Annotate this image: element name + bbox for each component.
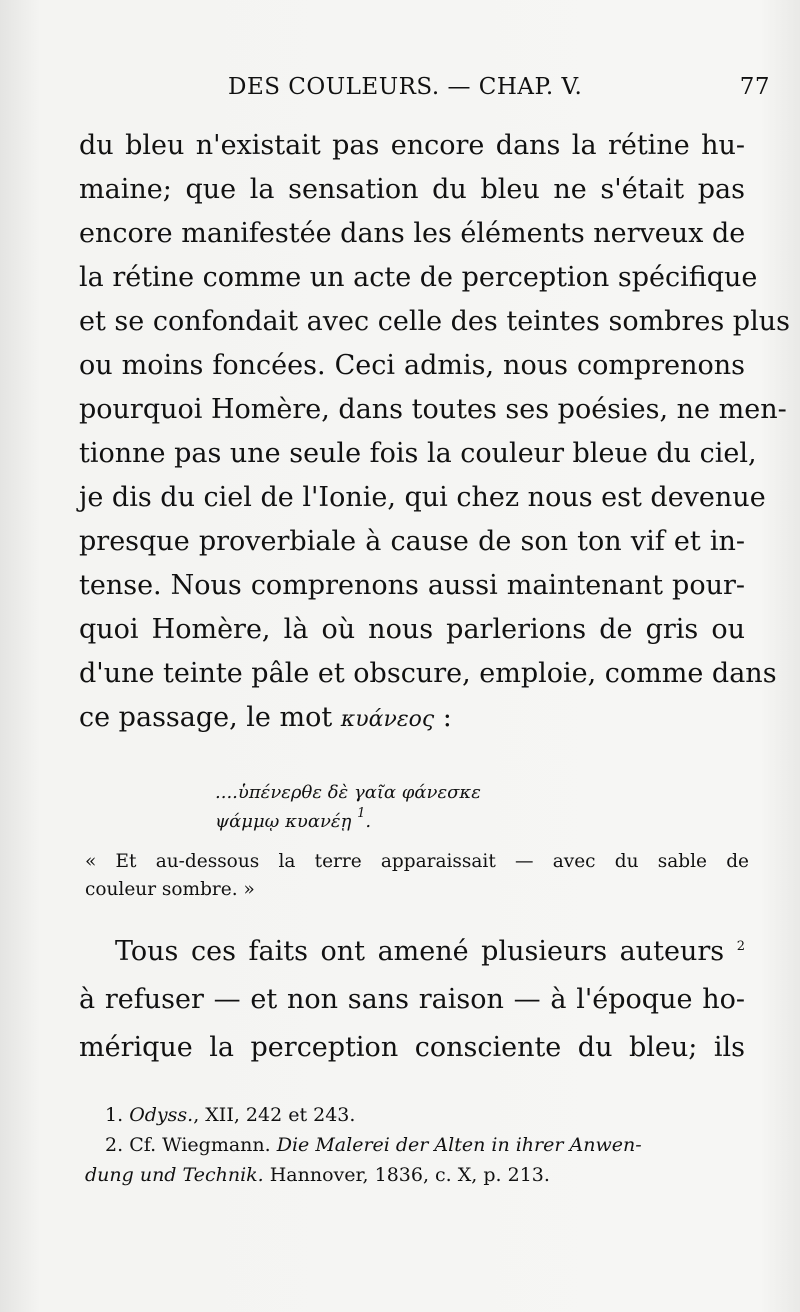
greek-word: κυάνεος (340, 707, 435, 732)
verse-line-2-end: . (365, 811, 372, 832)
footnote-1 (85, 1100, 749, 1130)
text-line: pourquoi Homère, dans toutes ses poésies, ne men- (79, 394, 787, 425)
greek-verse (215, 778, 481, 836)
footnote-2-title-b: dung und Technik. (85, 1164, 264, 1186)
main-paragraph (79, 124, 790, 742)
last-line-suffix: : (434, 702, 452, 733)
text-line-last (79, 696, 745, 742)
footnote-ref-2: 2 (736, 939, 745, 954)
footnote-2-rest: Hannover, 1836, c. X, p. 213. (263, 1164, 550, 1186)
text-line: encore manifestée dans les éléments nerveux de (79, 218, 746, 249)
text-line: presque proverbiale à cause de son ton vif et in- (79, 526, 745, 557)
footnote-2-title-a: Die Malerei der Alten in ihrer Anwen- (276, 1134, 642, 1156)
footnote-2-cont (85, 1160, 749, 1190)
footnote-1-number: 1. (105, 1104, 124, 1126)
footnotes (85, 1100, 749, 1190)
page-number: 77 (739, 74, 770, 100)
verse-line-2 (215, 807, 481, 836)
translation-line-2: couleur sombre. » (85, 879, 255, 900)
para2-line-1 (79, 928, 745, 976)
text-line: d'une teinte pâle et obscure, emploie, comme dans (79, 658, 777, 689)
text-line: tense. Nous comprenons aussi maintenant pour- (79, 570, 745, 601)
translation-line-1: « Et au-dessous la terre apparaissait — avec du sable de (85, 851, 749, 872)
footnote-1-title: Odyss. (129, 1104, 194, 1126)
footnote-1-rest: , XII, 242 et 243. (193, 1104, 356, 1126)
text-line: ou moins foncées. Ceci admis, nous comprenons (79, 350, 745, 381)
footnote-2-author: Cf. Wiegmann. (129, 1134, 271, 1156)
text-line: quoi Homère, là où nous parlerions de gris ou (79, 614, 745, 645)
running-header (228, 74, 770, 100)
text-line: maine; que la sensation du bleu ne s'était pas (79, 174, 745, 205)
text-line: la rétine comme un acte de perception spécifique (79, 262, 758, 293)
para2-line-3: mérique la perception consciente du bleu; ils (79, 1032, 745, 1063)
second-paragraph (79, 928, 745, 1072)
verse-line-1: ....ὑπένερθε δὲ γαῖα φάνεσκε (215, 782, 481, 803)
verse-line-2-text: ψάμμῳ κυανέῃ (215, 811, 352, 832)
para2-line-1-text: Tous ces faits ont amené plusieurs auteurs (115, 936, 725, 967)
footnote-ref-1: 1 (357, 806, 366, 821)
last-line-prefix: ce passage, le mot (79, 702, 341, 733)
para2-line-2: à refuser — et non sans raison — à l'époque ho- (79, 984, 745, 1015)
verse-translation (85, 848, 749, 904)
footnote-2 (85, 1130, 749, 1160)
running-title: DES COULEURS. — CHAP. V. (228, 74, 583, 100)
footnote-2-number: 2. (105, 1134, 124, 1156)
text-line: tionne pas une seule fois la couleur bleue du ciel, (79, 438, 757, 469)
text-line: et se confondait avec celle des teintes sombres plus (79, 306, 790, 337)
text-line: du bleu n'existait pas encore dans la rétine hu- (79, 130, 745, 161)
text-line: je dis du ciel de l'Ionie, qui chez nous est devenue (79, 482, 766, 513)
